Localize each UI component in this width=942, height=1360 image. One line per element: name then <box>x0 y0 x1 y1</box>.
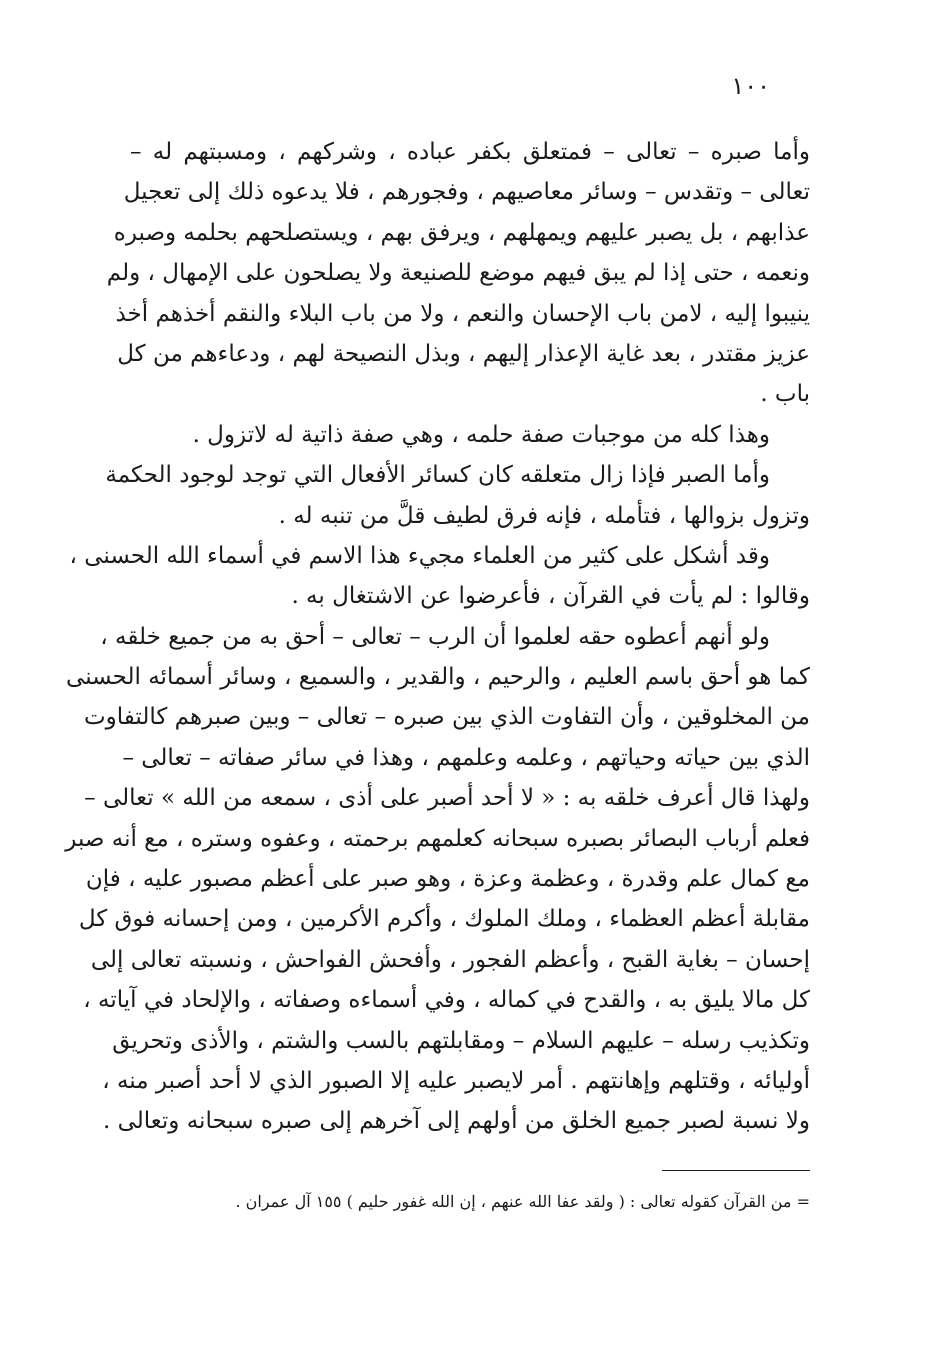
text-line: ولهذا قال أعرف خلقه به : « لا أحد أصبر على أذى ، سمعه من الله » تعالى – <box>84 785 810 812</box>
text-line: مع كمال علم وقدرة ، وعظمة وعزة ، وهو صبر على أعظم مصبور عليه ، فإن <box>85 866 810 893</box>
text-line: ولا نسبة لصبر جميع الخلق من أولهم إلى آخرهم إلى صبره سبحانه وتعالى . <box>102 1108 810 1135</box>
text-line: وقد أشكل على كثير من العلماء مجيء هذا الاسم في أسماء الله الحسنى ، <box>69 542 770 569</box>
text-line: عذابهم ، بل يصبر عليهم ويمهلهم ، ويرفق بهم ، ويستصلحهم بحلمه وصبره <box>113 219 810 246</box>
text-line: وأما صبره – تعالى – فمتعلق بكفر عباده ، وشركهم ، ومسبتهم له – <box>130 139 810 165</box>
footnote: = من القرآن كقوله تعالى : ( ولقد عفا الله عنهم ، إن الله غفور حليم ) ١٥٥ آل عمران . <box>235 1192 810 1211</box>
text-line: تعالى – وتقدس – وسائر معاصيهم ، وفجورهم ، فلا يدعوه ذلك إلى تعجيل <box>123 179 810 206</box>
text-line: ونعمه ، حتى إذا لم يبق فيهم موضع للصنيعة ولا يصلحون على الإمهال ، ولم <box>106 260 810 287</box>
text-line: كما هو أحق باسم العليم ، والرحيم ، والقدير ، والسميع ، وسائر أسمائه الحسنى <box>66 664 810 691</box>
text-line: إحسان – بغاية القبح ، وأعظم الفجور ، وأفحش الفواحش ، ونسبته تعالى إلى <box>90 946 810 973</box>
page-number: ١٠٠ <box>731 72 770 100</box>
text-line: وأما الصبر فإذا زال متعلقه كان كسائر الأفعال التي توجد لوجود الحكمة <box>105 462 770 489</box>
text-line: مقابلة أعظم العظماء ، وملك الملوك ، وأكرم الأكرمين ، ومن إحسانه فوق كل <box>78 906 810 933</box>
text-line: الذي بين حياته وحياتهم ، وعلمه وعلمهم ، وهذا في سائر صفاته – تعالى – <box>122 744 810 771</box>
text-line: أوليائه ، وقتلهم وإهانتهم . أمر لايصبر عليه إلا الصبور الذي لا أحد أصبر منه ، <box>102 1067 810 1094</box>
text-line: وقالوا : لم يأت في القرآن ، فأعرضوا عن الاشتغال به . <box>291 583 810 610</box>
text-line: وتكذيب رسله – عليهم السلام – ومقابلتهم بالسب والشتم ، والأذى وتحريق <box>112 1027 810 1054</box>
text-line: ينيبوا إليه ، لامن باب الإحسان والنعم ، ولا من باب البلاء والنقم أخذهم أخذ <box>115 300 810 327</box>
text-line: عزيز مقتدر ، بعد غاية الإعذار إليهم ، وبذل النصيحة لهم ، ودعاءهم من كل <box>117 340 810 367</box>
text-line: وتزول بزوالها ، فتأمله ، فإنه فرق لطيف قلَّ من تنبه له . <box>278 502 810 529</box>
text-line: من المخلوقين ، وأن التفاوت الذي بين صبره – تعالى – وبين صبرهم كالتفاوت <box>84 704 810 731</box>
main-text <box>65 132 810 1142</box>
text-line: ولو أنهم أعطوه حقه لعلموا أن الرب – تعالى – أحق به من جميع خلقه ، <box>100 623 770 650</box>
text-line: وهذا كله من موجبات صفة حلمه ، وهي صفة ذاتية له لاتزول . <box>192 421 770 448</box>
text-line: باب . <box>760 381 810 408</box>
footnote-divider <box>662 1170 810 1171</box>
text-line: فعلم أرباب البصائر بصبره سبحانه كعلمهم برحمته ، وعفوه وستره ، مع أنه صبر <box>65 825 810 852</box>
text-line: كل مالا يليق به ، والقدح في كماله ، وفي أسماءه وصفاته ، والإلحاد في آياته ، <box>83 987 810 1014</box>
